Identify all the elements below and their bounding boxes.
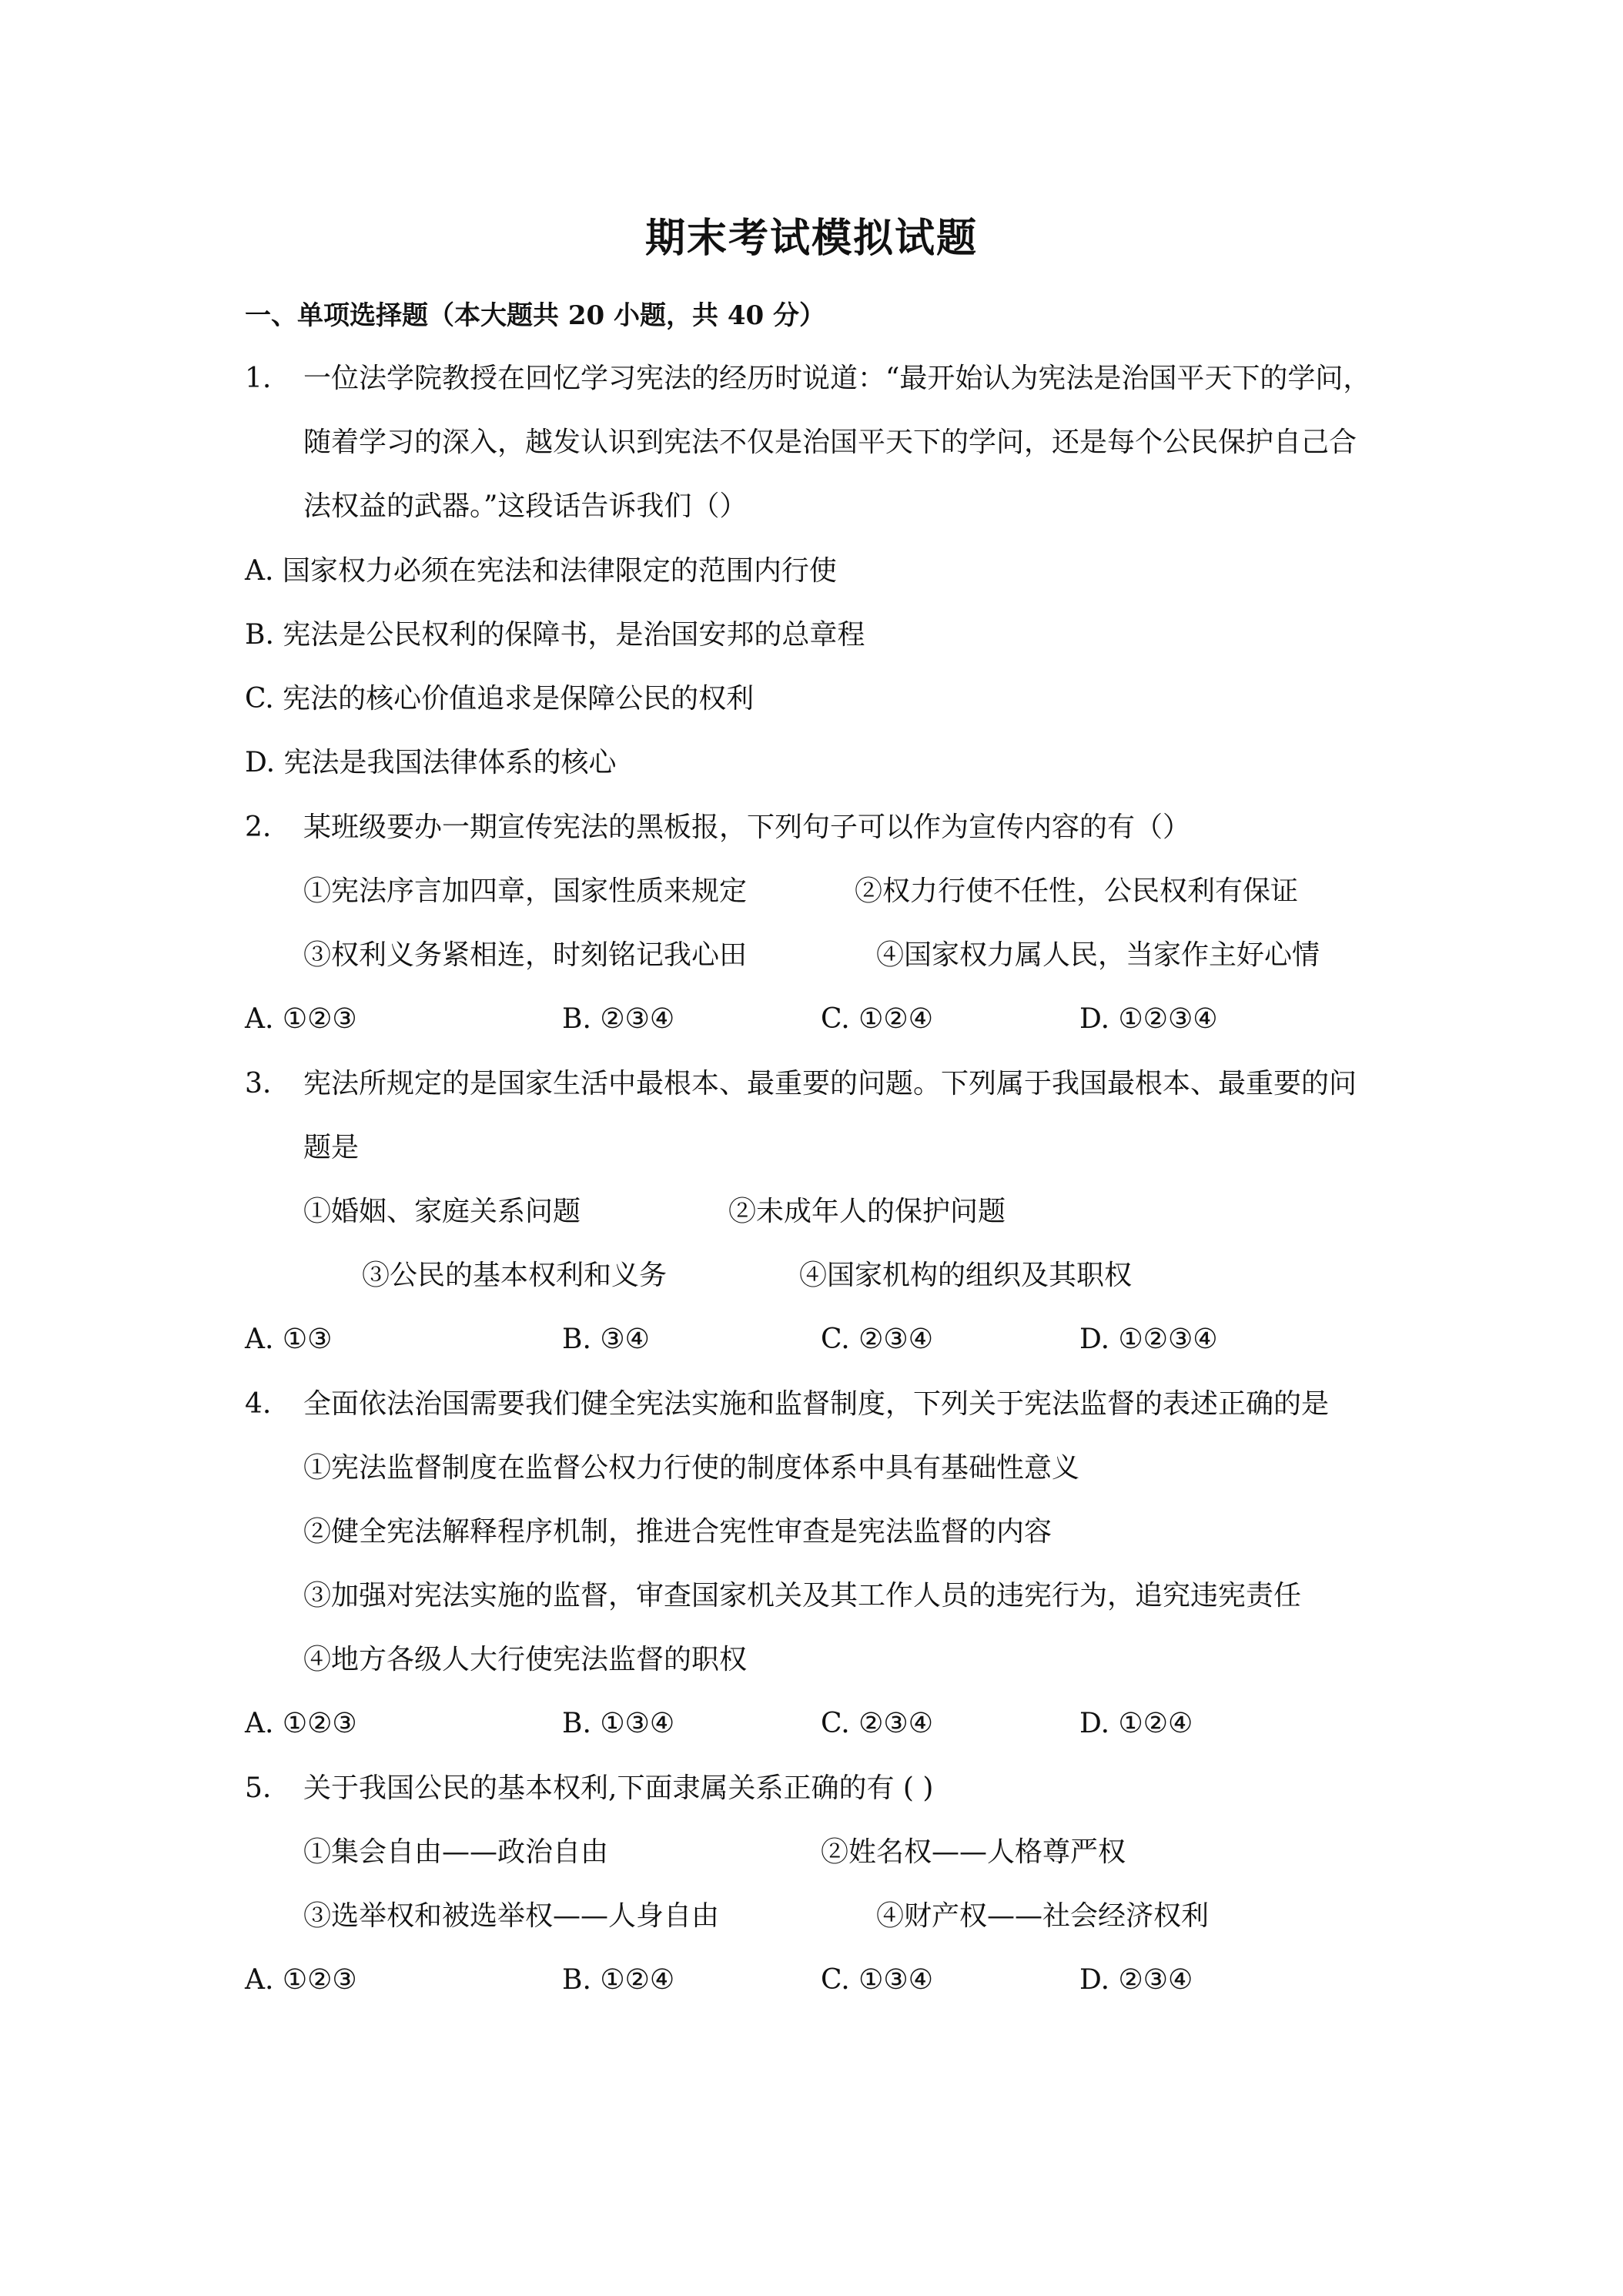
question-2-item-4: ④国家权力属人民，当家作主好心情 (876, 939, 1320, 971)
question-4-option-a: A. ①②③ (245, 1708, 357, 1739)
question-2-item-1: ①宪法序言加四章，国家性质来规定 (303, 875, 748, 907)
question-4-stem-line-1: 全面依法治国需要我们健全宪法实施和监督制度，下列关于宪法监督的表述正确的是 (303, 1388, 1330, 1420)
question-3-option-c: C. ②③④ (821, 1324, 933, 1355)
question-1-stem-line-3: 法权益的武器。”这段话告诉我们（） (303, 490, 748, 522)
question-3-item-2: ②未成年人的保护问题 (728, 1196, 1006, 1227)
page-title: 期末考试模拟试题 (644, 215, 978, 262)
question-1-option-a: A. 国家权力必须在宪法和法律限定的范围内行使 (245, 555, 837, 587)
question-1-option-b: B. 宪法是公民权利的保障书，是治国安邦的总章程 (245, 619, 865, 651)
question-5-stem-line-1: 关于我国公民的基本权利,下面隶属关系正确的有 ( ) (303, 1772, 934, 1804)
question-5-option-d: D. ②③④ (1079, 1964, 1193, 1996)
question-1-option-c: C. 宪法的核心价值追求是保障公民的权利 (245, 683, 755, 715)
question-2-stem-line-1: 某班级要办一期宣传宪法的黑板报，下列句子可以作为宣传内容的有（） (303, 812, 1191, 843)
question-5-item-2: ②姓名权——人格尊严权 (821, 1836, 1126, 1868)
question-1-option-d: D. 宪法是我国法律体系的核心 (245, 747, 617, 778)
question-3-number: 3. (245, 1068, 272, 1099)
question-3-option-d: D. ①②③④ (1079, 1324, 1218, 1355)
question-4-item-4: ④地方各级人大行使宪法监督的职权 (303, 1644, 748, 1675)
question-4-option-b: B. ①③④ (562, 1708, 675, 1739)
question-3-option-a: A. ①③ (245, 1324, 333, 1355)
question-2-item-3: ③权利义务紧相连，时刻铭记我心田 (303, 939, 748, 971)
question-2-option-c: C. ①②④ (821, 1003, 933, 1035)
question-4-option-c: C. ②③④ (821, 1708, 933, 1739)
question-3-item-3: ③公民的基本权利和义务 (362, 1260, 668, 1291)
question-4-item-3: ③加强对宪法实施的监督，审查国家机关及其工作人员的违宪行为，追究违宪责任 (303, 1580, 1302, 1612)
question-3-item-4: ④国家机构的组织及其职权 (799, 1260, 1133, 1291)
question-4-item-1: ①宪法监督制度在监督公权力行使的制度体系中具有基础性意义 (303, 1452, 1080, 1484)
question-5-option-c: C. ①③④ (821, 1964, 933, 1996)
question-2-option-a: A. ①②③ (245, 1003, 357, 1035)
question-2-option-d: D. ①②③④ (1079, 1003, 1218, 1035)
question-1-stem-line-1: 一位法学院教授在回忆学习宪法的经历时说道：“最开始认为宪法是治国平天下的学问， (303, 363, 1371, 394)
question-2-item-2: ②权力行使不任性，公民权利有保证 (855, 875, 1299, 907)
question-5-item-1: ①集会自由——政治自由 (303, 1836, 609, 1868)
question-5-item-4: ④财产权——社会经济权利 (876, 1900, 1210, 1932)
section-heading: 一、单项选择题（本大题共 20 小题，共 40 分） (245, 300, 825, 331)
question-5-item-3: ③选举权和被选举权——人身自由 (303, 1900, 720, 1932)
question-4-number: 4. (245, 1388, 272, 1420)
question-2-option-b: B. ②③④ (562, 1003, 675, 1035)
question-2-number: 2. (245, 812, 272, 843)
question-5-option-a: A. ①②③ (245, 1964, 357, 1996)
question-5-number: 5. (245, 1772, 272, 1804)
question-3-stem-line-1: 宪法所规定的是国家生活中最根本、最重要的问题。下列属于我国最根本、最重要的问 (303, 1068, 1357, 1099)
question-3-item-1: ①婚姻、家庭关系问题 (303, 1196, 581, 1227)
question-1-number: 1. (245, 363, 272, 394)
question-4-option-d: D. ①②④ (1079, 1708, 1193, 1739)
question-3-option-b: B. ③④ (562, 1324, 650, 1355)
question-1-stem-line-2: 随着学习的深入，越发认识到宪法不仅是治国平天下的学问，还是每个公民保护自己合 (303, 427, 1357, 458)
question-3-stem-line-2: 题是 (303, 1132, 360, 1163)
question-4-item-2: ②健全宪法解释程序机制，推进合宪性审查是宪法监督的内容 (303, 1516, 1052, 1548)
question-5-option-b: B. ①②④ (562, 1964, 675, 1996)
